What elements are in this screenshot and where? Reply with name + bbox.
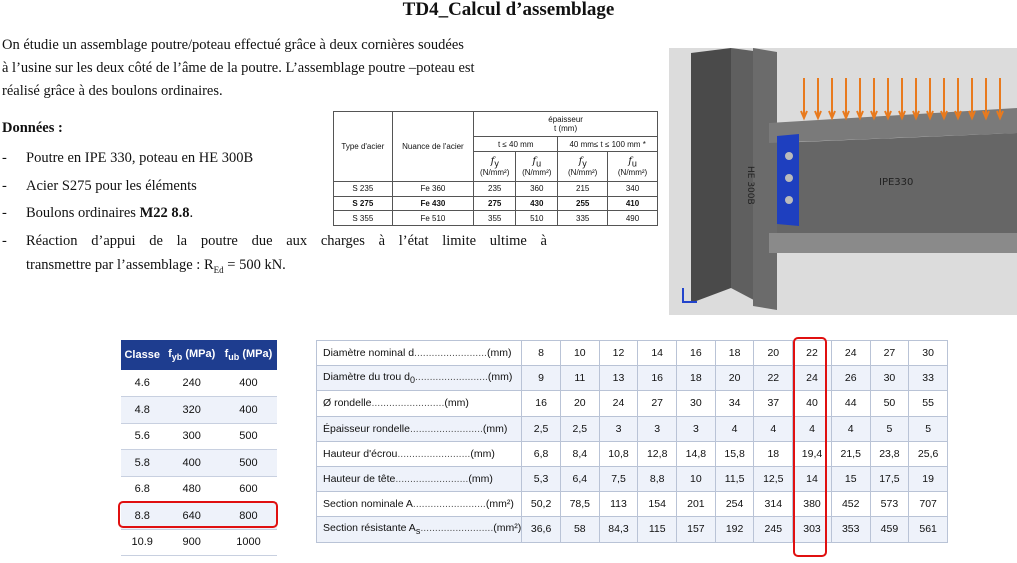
table-cell: 23,8: [870, 441, 909, 466]
bolt-grade: M22 8.8: [139, 205, 190, 221]
bullet-word: ultime: [489, 232, 527, 249]
table-cell: 573: [870, 492, 909, 517]
table-cell: 44: [831, 391, 870, 416]
table-row: [121, 397, 277, 424]
table-header: $f_u$ (N/mm²): [516, 151, 558, 181]
table-cell: 15: [831, 466, 870, 491]
table-row: [317, 366, 948, 391]
table-header: Type d'acier: [334, 112, 393, 182]
table-cell: 4: [793, 416, 832, 441]
table-cell: 380: [793, 492, 832, 517]
table-cell: 215: [558, 182, 608, 197]
table-cell: 21,5: [831, 441, 870, 466]
table-cell: 154: [638, 492, 677, 517]
table-cell: 400: [220, 397, 277, 424]
table-cell: S 355: [334, 211, 393, 226]
bullet-word: Réaction: [26, 232, 78, 249]
bullet-text: .: [189, 205, 194, 221]
list-item: - Boulons ordinaires M22 8.8.: [2, 205, 194, 221]
bullet-word: de: [149, 232, 163, 249]
table-cell: 27: [638, 391, 677, 416]
table-cell: 24: [831, 341, 870, 366]
table-cell: 4: [715, 416, 754, 441]
row-label: Épaisseur rondelle.........................(mm): [317, 416, 522, 441]
table-cell: 360: [516, 182, 558, 197]
table-cell: 5.6: [121, 423, 163, 450]
bullet-text: Acier S275 pour les éléments: [26, 177, 197, 194]
table-cell: 24: [599, 391, 638, 416]
table-cell: 33: [909, 366, 948, 391]
table-cell: 18: [754, 441, 793, 466]
table-cell: 5.8: [121, 450, 163, 477]
table-header: $f_{ub}$ (MPa): [220, 340, 277, 370]
table-cell: 303: [793, 517, 832, 542]
table-cell: 7,5: [599, 466, 638, 491]
table-cell: 353: [831, 517, 870, 542]
list-item: - Poutre en IPE 330, poteau en HE 300B: [2, 150, 254, 166]
bullet-word: d’appui: [91, 232, 136, 249]
table-row: [334, 196, 658, 211]
table-cell: 490: [608, 211, 658, 226]
table-cell: 8,8: [638, 466, 677, 491]
table-cell: 19: [909, 466, 948, 491]
table-cell: 561: [909, 517, 948, 542]
table-cell: 335: [558, 211, 608, 226]
table-row: [317, 341, 948, 366]
table-cell: 27: [870, 341, 909, 366]
table-row: [317, 391, 948, 416]
table-cell: 4: [754, 416, 793, 441]
bullet-text: [26, 233, 547, 261]
table-header: Classe: [121, 340, 163, 370]
donnees-heading: Données :: [2, 120, 63, 136]
table-header: $f_y$ (N/mm²): [474, 151, 516, 181]
table-cell: 707: [909, 492, 948, 517]
table-cell: 400: [220, 370, 277, 397]
table-cell: 16: [638, 366, 677, 391]
table-cell: 10.9: [121, 529, 163, 556]
table-cell: 30: [870, 366, 909, 391]
table-cell: 640: [163, 503, 219, 530]
table-cell: 6,4: [560, 466, 599, 491]
table-cell: 235: [474, 182, 516, 197]
table-cell: 245: [754, 517, 793, 542]
table-cell: 410: [608, 196, 658, 211]
table-cell: 8: [522, 341, 561, 366]
table-cell: 11,5: [715, 466, 754, 491]
table-row: [317, 466, 948, 491]
steel-grade-table: [333, 111, 658, 226]
table-cell: 4: [831, 416, 870, 441]
table-cell: 500: [220, 450, 277, 477]
table-cell: 314: [754, 492, 793, 517]
table-cell: 1000: [220, 529, 277, 556]
table-header: $f_y$ (N/mm²): [558, 151, 608, 181]
bullet-text: transmettre par l’assemblage : R: [26, 257, 214, 273]
table-cell: 9: [522, 366, 561, 391]
table-cell: 30: [909, 341, 948, 366]
table-cell: 17,5: [870, 466, 909, 491]
table-cell: 20: [560, 391, 599, 416]
table-row: [317, 492, 948, 517]
table-cell: 452: [831, 492, 870, 517]
table-cell: 10: [560, 341, 599, 366]
table-cell: 10: [677, 466, 716, 491]
table-cell: 40: [793, 391, 832, 416]
table-cell: 340: [608, 182, 658, 197]
table-row: [121, 370, 277, 397]
table-cell: 25,6: [909, 441, 948, 466]
table-cell: 4.6: [121, 370, 163, 397]
bullet-word: la: [176, 232, 188, 249]
bullet-text: Poutre en IPE 330, poteau en HE 300B: [26, 150, 254, 166]
table-row: [334, 182, 658, 197]
table-header: $f_u$ (N/mm²): [608, 151, 658, 181]
bullet-text: Boulons ordinaires: [26, 205, 140, 221]
row-label: Ø rondelle.........................(mm): [317, 391, 522, 416]
row-label: Hauteur d'écrou.........................(mm): [317, 441, 522, 466]
bolt-size-highlight: [793, 337, 827, 557]
table-row: [317, 517, 948, 542]
table-header: Nuance de l'acier: [392, 112, 474, 182]
row-label: Section nominale A.........................(mm²): [317, 492, 522, 517]
table-cell: 500: [220, 423, 277, 450]
table-cell: 14,8: [677, 441, 716, 466]
table-row: [317, 441, 948, 466]
bullet-word: à: [540, 232, 547, 249]
table-cell: 4.8: [121, 397, 163, 424]
table-cell: 30: [677, 391, 716, 416]
table-row: [121, 423, 277, 450]
table-cell: 19,4: [793, 441, 832, 466]
table-cell: 800: [220, 503, 277, 530]
column-label: HE 300B: [745, 166, 755, 205]
table-header: épaisseur t (mm): [474, 112, 658, 137]
table-row: [121, 450, 277, 477]
table-cell: 22: [793, 341, 832, 366]
table-cell: 900: [163, 529, 219, 556]
table-cell: 26: [831, 366, 870, 391]
table-cell: 5: [909, 416, 948, 441]
table-cell: 50,2: [522, 492, 561, 517]
table-row: [121, 476, 277, 503]
connection-illustration: [669, 48, 1017, 315]
table-cell: S 235: [334, 182, 393, 197]
table-cell: 6,8: [522, 441, 561, 466]
table-cell: 2,5: [522, 416, 561, 441]
table-cell: 192: [715, 517, 754, 542]
table-cell: 5,3: [522, 466, 561, 491]
table-cell: 275: [474, 196, 516, 211]
table-cell: 600: [220, 476, 277, 503]
table-cell: 18: [677, 366, 716, 391]
row-label: Diamètre du trou $d_0.........................(mm)$: [317, 366, 522, 391]
table-cell: 12,5: [754, 466, 793, 491]
table-cell: 13: [599, 366, 638, 391]
table-cell: 58: [560, 517, 599, 542]
table-cell: Fe 360: [392, 182, 474, 197]
bullet-word: l’état: [398, 232, 429, 249]
table-cell: 400: [163, 450, 219, 477]
bolt-class-highlight: [118, 501, 278, 528]
table-cell: 16: [677, 341, 716, 366]
row-label: Diamètre nominal d.........................(mm): [317, 341, 522, 366]
table-cell: 480: [163, 476, 219, 503]
table-cell: 15,8: [715, 441, 754, 466]
table-cell: 240: [163, 370, 219, 397]
subscript: Ed: [213, 264, 224, 275]
page-title: TD4_Calcul d’assemblage: [402, 0, 615, 20]
bolt-dimension-table: [316, 340, 948, 543]
table-cell: 14: [638, 341, 677, 366]
table-row: [121, 529, 277, 556]
table-cell: 10,8: [599, 441, 638, 466]
table-cell: Fe 510: [392, 211, 474, 226]
table-cell: 8,4: [560, 441, 599, 466]
intro-paragraph: [2, 34, 552, 103]
intro-line: On étudie un assemblage poutre/poteau effectué grâce à deux cornières soudées: [2, 37, 464, 53]
table-cell: 115: [638, 517, 677, 542]
table-cell: 510: [516, 211, 558, 226]
table-cell: 18: [715, 341, 754, 366]
bullet-word: due: [251, 232, 273, 249]
list-item: - Acier S275 pour les éléments: [2, 177, 197, 194]
table-cell: 113: [599, 492, 638, 517]
intro-line: à l’usine sur les deux côté de l’âme de la poutre. L’assemblage poutre –poteau est: [2, 60, 475, 76]
table-cell: 36,6: [522, 517, 561, 542]
table-cell: 255: [558, 196, 608, 211]
table-cell: 24: [793, 366, 832, 391]
table-row: [317, 416, 948, 441]
table-header: $f_{yb}$ (MPa): [163, 340, 219, 370]
table-cell: Fe 430: [392, 196, 474, 211]
table-cell: 5: [870, 416, 909, 441]
table-cell: 84,3: [599, 517, 638, 542]
table-cell: S 275: [334, 196, 393, 211]
table-cell: 78,5: [560, 492, 599, 517]
table-cell: 355: [474, 211, 516, 226]
table-cell: 37: [754, 391, 793, 416]
table-cell: 254: [715, 492, 754, 517]
list-item: - Réaction d’appui de la poutre due aux charges à l’état limite ultime à: [2, 233, 547, 261]
table-cell: 430: [516, 196, 558, 211]
table-cell: 3: [599, 416, 638, 441]
bullet-word: limite: [442, 232, 477, 249]
table-header: t ≤ 40 mm: [474, 137, 558, 152]
table-row: [334, 211, 658, 226]
table-cell: 3: [677, 416, 716, 441]
table-cell: 6.8: [121, 476, 163, 503]
table-cell: 50: [870, 391, 909, 416]
table-cell: 16: [522, 391, 561, 416]
table-cell: 20: [715, 366, 754, 391]
table-cell: 14: [793, 466, 832, 491]
table-cell: 22: [754, 366, 793, 391]
table-cell: 201: [677, 492, 716, 517]
table-cell: 12,8: [638, 441, 677, 466]
bullet-word: aux: [286, 232, 308, 249]
beam-column-3d-image: [669, 48, 1017, 315]
bullet-word: poutre: [200, 232, 238, 249]
bullet-word: charges: [320, 232, 365, 249]
table-cell: 34: [715, 391, 754, 416]
table-cell: 300: [163, 423, 219, 450]
row-label: Section résistante $A_s.........................(mm^2)$: [317, 517, 522, 542]
table-cell: 459: [870, 517, 909, 542]
table-cell: 2,5: [560, 416, 599, 441]
bullet-text: = 500 kN.: [223, 257, 286, 273]
table-cell: 55: [909, 391, 948, 416]
intro-line: réalisé grâce à des boulons ordinaires.: [2, 83, 223, 99]
beam-label: IPE330: [879, 177, 914, 188]
table-cell: 20: [754, 341, 793, 366]
row-label: Hauteur de tête.........................(mm): [317, 466, 522, 491]
table-cell: 8.8: [121, 503, 163, 530]
table-cell: 12: [599, 341, 638, 366]
bullet-word: à: [378, 232, 386, 249]
table-cell: 320: [163, 397, 219, 424]
table-cell: 157: [677, 517, 716, 542]
table-cell: 3: [638, 416, 677, 441]
table-cell: 11: [560, 366, 599, 391]
table-header: 40 mm≤ t ≤ 100 mm *: [558, 137, 658, 152]
